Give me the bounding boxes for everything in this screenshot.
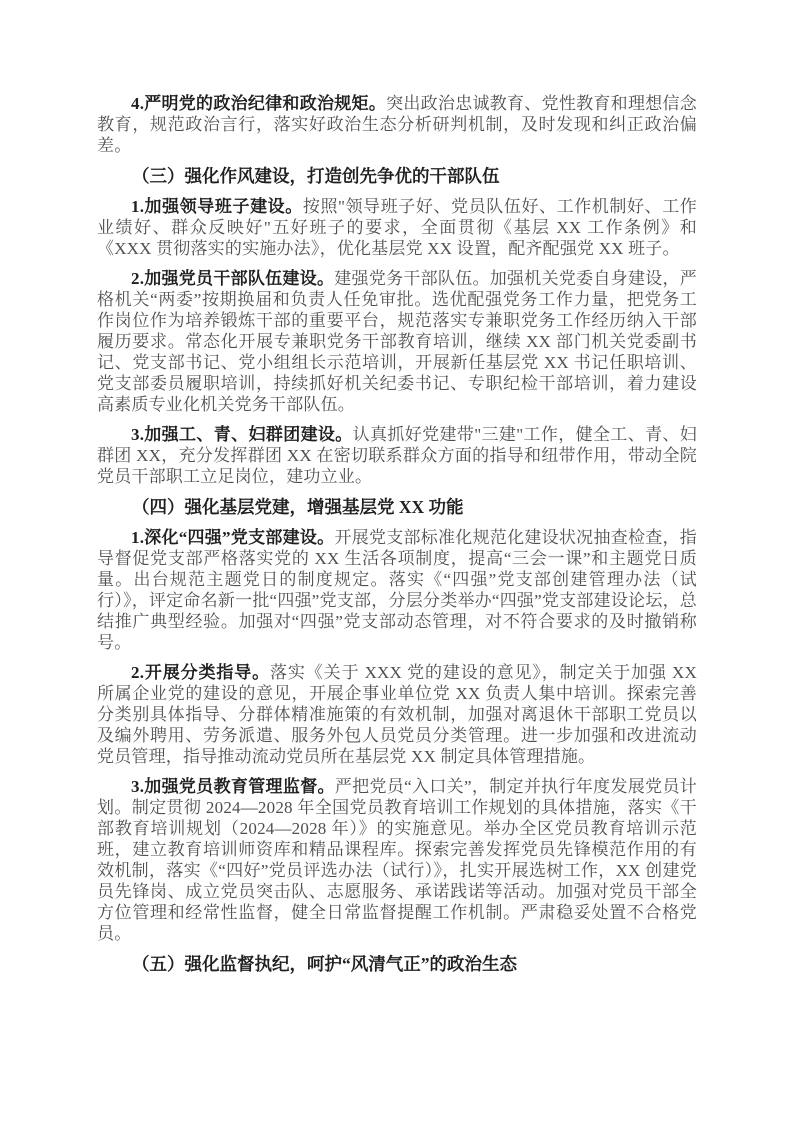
paragraph-lead: 2.开展分类指导。 xyxy=(131,663,271,682)
numbered-paragraph xyxy=(97,527,697,653)
numbered-paragraph xyxy=(97,776,697,944)
numbered-paragraph xyxy=(97,196,697,259)
paragraph-text: 严把党员“入口关”，制定并执行年度发展党员计划。制定贯彻 2024—2028 年全国党员教育培训工作规划的具体措施，落实《干部教育培训规划（2024—2028 年）》的实施意见。举办全区党员教育培训示范班，建立教育培训师资库和精品课程库。探索完善发挥党员先锋模范作用的有效机制，落实《“四好”党员评选办法（试行）》，扎实开展选树工作，XX 创建党员先锋岗、成立党员突击队、志愿服务、承诺践诺等活动。加强对党员干部全方位管理和经常性监督，健全日常监督提醒工作机制。严肃稳妥处置不合格党员。 xyxy=(97,777,697,943)
paragraph-text: 开展党支部标准化规范化建设状况抽查检查，指导督促党支部严格落实党的 XX 生活各项制度，提高“三会一课”和主题党日质量。出台规范主题党日的制度规定。落实《“四强”党支部创建管理办法（试行）》，评定命名新一批“四强”党支部，分层分类举办“四强”党支部建设论坛，总结推广典型经验。加强对“四强”党支部动态管理，对不符合要求的及时撤销称号。 xyxy=(97,528,697,652)
paragraph-text: 落实《关于 XXX 党的建设的意见》，制定关于加强 XX 所属企业党的建设的意见，开展企事业单位党 XX 负责人集中培训。探索完善分类别具体指导、分群体精准施策的有效机制，加强对离退休干部职工党员以及编外聘用、劳务派遣、服务外包人员党员分类管理。进一步加强和改进流动党员管理，指导推动流动党员所在基层党 XX 制定具体管理措施。 xyxy=(97,663,697,766)
section-heading-5: （五）强化监督执纪，呵护“风清气正”的政治生态 xyxy=(132,954,517,974)
section-heading-4: （四）强化基层党建，增强基层党 XX 功能 xyxy=(132,497,464,517)
paragraph-text: 认真抓好党建带"三建"工作，健全工、青、妇群团 XX，充分发挥群团 XX 在密切联系群众方面的指导和纽带作用，带动全院党员干部职工立足岗位，建功立业。 xyxy=(97,425,697,486)
numbered-paragraph xyxy=(97,268,697,415)
paragraph-text: 按照"领导班子好、党员队伍好、工作机制好、工作业绩好、群众反映好"五好班子的要求，全面贯彻《基层 XX 工作条例》和《XXX 贯彻落实的实施办法》，优化基层党 XX 设置，配齐配强党 XX 班子。 xyxy=(97,197,697,258)
paragraph-lead: 2.加强党员干部队伍建设。 xyxy=(131,269,335,288)
paragraph-text: 突出政治忠诚教育、党性教育和理想信念教育，规范政治言行，落实好政治生态分析研判机制，及时发现和纠正政治偏差。 xyxy=(97,94,697,155)
numbered-paragraph xyxy=(97,424,697,487)
paragraph-lead: 3.加强党员教育管理监督。 xyxy=(131,777,335,796)
section-heading-3: （三）强化作风建设，打造创先争优的干部队伍 xyxy=(132,166,500,186)
paragraph-lead: 3.加强工、青、妇群团建设。 xyxy=(131,425,353,444)
paragraph-text: 建强党务干部队伍。加强机关党委自身建设，严格机关“两委”按期换届和负责人任免审批。选优配强党务工作力量，把党务工作岗位作为培养锻炼干部的重要平台，规范落实专兼职党务工作经历纳入干部履历要求。常态化开展专兼职党务干部教育培训，继续 XX 部门机关党委副书记、党支部书记、党小组组长示范培训，开展新任基层党 XX 书记任职培训、党支部委员履职培训，持续抓好机关纪委书记、专职纪检干部培训，着力建设高素质专业化机关党务干部队伍。 xyxy=(97,269,697,414)
paragraph-lead: 4.严明党的政治纪律和政治规矩。 xyxy=(131,94,387,113)
paragraph-lead: 1.深化“四强”党支部建设。 xyxy=(131,528,335,547)
paragraph-lead: 1.加强领导班子建设。 xyxy=(131,197,303,216)
numbered-paragraph xyxy=(97,662,697,767)
numbered-paragraph xyxy=(97,93,697,156)
